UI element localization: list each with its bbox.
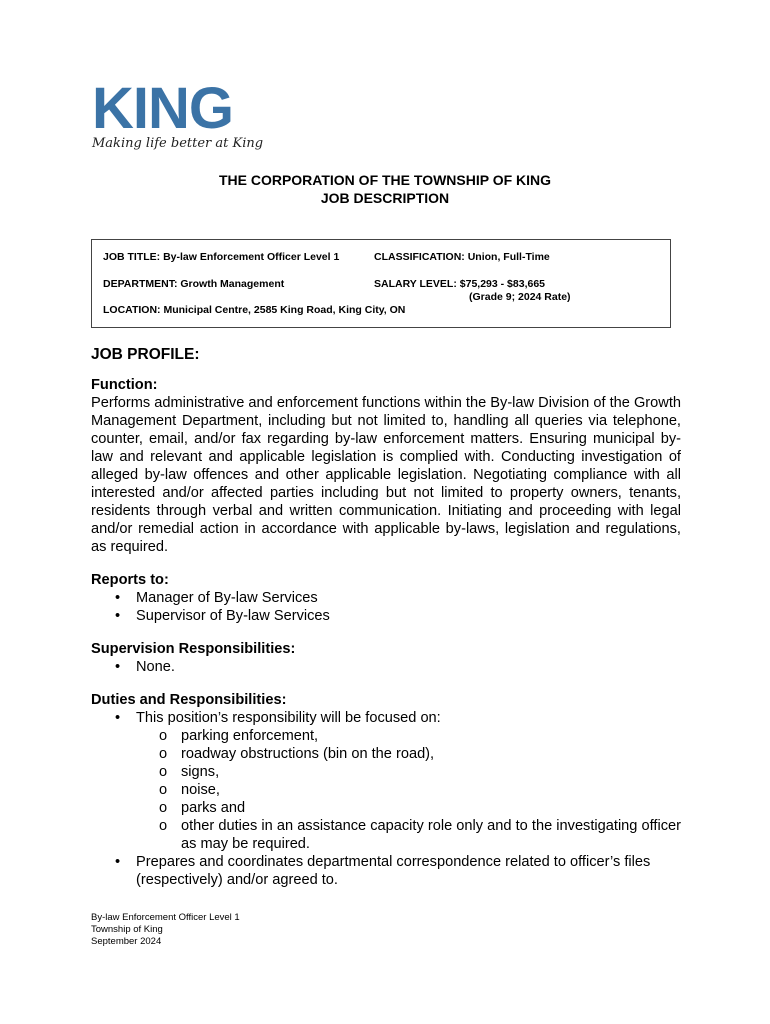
logo-wordmark: KING <box>92 76 233 141</box>
job-info-box <box>91 239 671 328</box>
reports-heading: Reports to: <box>91 572 169 588</box>
classification: CLASSIFICATION: Union, Full-Time <box>374 251 550 263</box>
supervision-list <box>91 658 681 676</box>
circle-bullet-icon: o <box>159 728 168 744</box>
footer-line: Township of King <box>91 924 163 935</box>
corporation-title: THE CORPORATION OF THE TOWNSHIP OF KING <box>218 172 552 188</box>
document-title: JOB DESCRIPTION <box>320 190 450 206</box>
circle-bullet-icon: o <box>159 782 168 798</box>
list-item: • Supervisor of By-law Services <box>115 608 330 624</box>
duties-list <box>91 709 681 889</box>
sublist-item: o noise, <box>159 782 220 798</box>
list-item: • Prepares and coordinates departmental correspondence related to officer’s files (respectively) and/or agreed to. <box>115 854 651 888</box>
circle-bullet-icon: o <box>159 800 168 816</box>
salary-level: SALARY LEVEL: $75,293 - $83,665 <box>374 278 545 290</box>
sublist-item: o parks and <box>159 800 246 816</box>
circle-bullet-icon: o <box>159 746 168 762</box>
duty-sublist <box>136 727 681 853</box>
function-heading: Function: <box>91 377 158 393</box>
logo-tagline: Making life better at King <box>92 136 264 151</box>
bullet-icon: • <box>115 659 121 675</box>
township-logo <box>92 76 264 152</box>
page-footer <box>91 912 240 948</box>
duties-heading: Duties and Responsibilities: <box>91 692 287 708</box>
sublist-item: o other duties in an assistance capacity role only and to the investigating officer as may be required. <box>159 818 681 852</box>
sublist-item: o parking enforcement, <box>159 728 319 744</box>
job-title: JOB TITLE: By-law Enforcement Officer Level 1 <box>103 251 340 263</box>
footer-line: September 2024 <box>91 936 162 947</box>
salary-grade: (Grade 9; 2024 Rate) <box>469 291 571 303</box>
supervision-heading: Supervision Responsibilities: <box>91 641 296 657</box>
function-text: Performs administrative and enforcement functions within the By-law Division of the Growth Management Department, including but not limited to, handling all queries via telephone, counter, email, and/or fax regarding by-law enforcement matters. Ensuring municipal by-law and relevant and applicable legislation is complied with. Conducting investigation of alleged by-law offences and other applicable legislation. Negotiating compliance with all interested and/or affected parties including but not limited to property owners, tenants, residents through verbal and written communication. Initiating and proceeding with legal and/or remedial action in accordance with applicable by-laws, legislation and regulations, as required. <box>91 395 681 555</box>
bullet-icon: • <box>115 710 121 726</box>
job-profile-heading: JOB PROFILE: <box>91 346 200 363</box>
sublist-item: o roadway obstructions (bin on the road), <box>159 746 435 762</box>
department: DEPARTMENT: Growth Management <box>103 278 285 290</box>
circle-bullet-icon: o <box>159 818 168 834</box>
circle-bullet-icon: o <box>159 764 168 780</box>
list-item: • Manager of By-law Services <box>115 590 318 606</box>
job-profile-section <box>91 346 681 904</box>
list-item: • This position’s responsibility will be focused on: o parking enforcement, o roadway obstructions (bin on the road), o signs, o noise, o parks and o other duties in an assistance capacity role only and to the investigating officer as may be required. <box>115 710 681 852</box>
bullet-icon: • <box>115 854 121 870</box>
sublist-item: o signs, <box>159 764 220 780</box>
reports-list <box>91 589 681 625</box>
footer-line: By-law Enforcement Officer Level 1 <box>91 912 240 923</box>
bullet-icon: • <box>115 608 121 624</box>
bullet-icon: • <box>115 590 121 606</box>
location: LOCATION: Municipal Centre, 2585 King Road, King City, ON <box>103 304 406 316</box>
list-item: • None. <box>115 659 175 675</box>
